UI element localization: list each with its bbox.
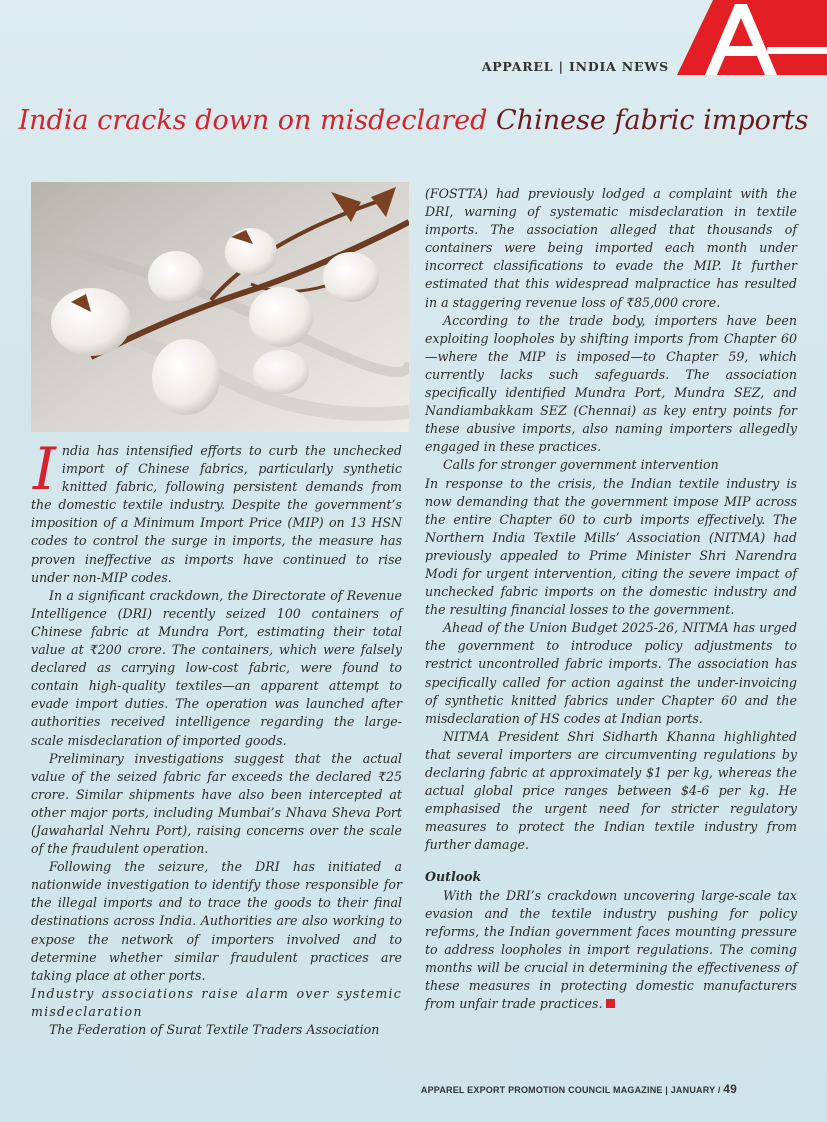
paragraph: In response to the crisis, the Indian textile industry is now demanding that the government impose MIP across the entire Chapter 60 to curb imports effectively. The Northern India Textile Mills’ Association (NITMA) had previously appealed to Prime Minister Shri Narendra Modi for urgent intervention, citing the severe impact of unchecked fabric imports on the domestic industry and the resulting financial losses to the government. (425, 475, 797, 618)
paragraph: The Federation of Surat Textile Traders Association (49, 1022, 380, 1037)
subheading-government: Calls for stronger government intervention (443, 457, 719, 473)
page-number: 49 (723, 1082, 737, 1096)
outlook-text: With the DRI’s crackdown uncovering large-scale tax evasion and the textile industry pushing for policy reforms, the Indian government faces mounting pressure to address loopholes in import regulations. The coming months will be crucial in determining the effectiveness of these measures in protecting domestic manufacturers from unfair trade practices. (425, 887, 797, 1012)
cotton-photo (31, 182, 409, 432)
page-footer (421, 1082, 737, 1096)
outlook-heading: Outlook (425, 869, 482, 885)
article-column-left (31, 435, 402, 1039)
intro-text: ndia has intensified efforts to curb the unchecked import of Chinese fabrics, particularly synthetic knitted fabric, following persistent demands from the domestic textile industry. Despite the government’s imposition of a Minimum Import Price (MIP) on 13 HSN codes to control the surge in imports, the measure has proven ineffective as imports have continued to rise under non-MIP codes. (31, 443, 402, 585)
paragraph: (FOSTTA) had previously lodged a complaint with the DRI, warning of systematic misdeclaration in textile imports. The association alleged that thousands of containers were being imported each month under incorrect classifications to evade the MIP. It further estimated that this widespread malpractice has resulted in a staggering revenue loss of ₹85,000 crore. (425, 186, 797, 310)
paragraph: In a significant crackdown, the Directorate of Revenue Intelligence (DRI) recently seized 100 containers of Chinese fabric at Mundra Port, estimating their total value at ₹200 crore. The containers, which were falsely declared as carrying low-cost fabric, were found to contain high-quality textiles—an apparent attempt to evade import duties. The operation was launched after authorities received intelligence regarding the large-scale misdeclaration of imported goods. (31, 587, 402, 748)
drop-cap: I (33, 435, 56, 503)
paragraph: Following the seizure, the DRI has initiated a nationwide investigation to identify those responsible for the illegal imports and to trace the goods to their final destinations across India. Authorities are also working to expose the network of importers involved and to determine whether similar fraudulent practices are taking place at other ports. (31, 859, 402, 983)
paragraph: Preliminary investigations suggest that the actual value of the seized fabric far exceeds the declared ₹25 crore. Similar shipments have also been intercepted at other major ports, including Mumbai’s Nhava Sheva Port (Jawaharlal Nehru Port), raising concerns over the scale of the fraudulent operation. (31, 750, 402, 857)
outlook-paragraph (425, 887, 797, 1014)
article-title (0, 105, 827, 136)
paragraph: NITMA President Shri Sidharth Khanna highlighted that several importers are circumventing regulations by declaring fabric at approximately $1 per kg, whereas the actual global price ranges between $4-6 per kg. He emphasised the urgent need for stricter regulatory measures to protect the Indian textile industry from further damage. (425, 728, 797, 853)
paragraph: According to the trade body, importers have been exploiting loopholes by shifting imports from Chapter 60—where the MIP is imposed—to Chapter 59, which currently lacks such safeguards. The association specifically identified Mundra Port, Mundra SEZ, and Nandiambakkam SEZ (Chennai) as key entry points for these abusive imports, also naming importers allegedly engaged in these practices. (425, 312, 797, 455)
footer-text: APPAREL EXPORT PROMOTION COUNCIL MAGAZINE | JANUARY / (420, 1085, 721, 1095)
subheading-industry: Industry associations raise alarm over systemic misdeclaration (31, 985, 402, 1019)
paragraph: Ahead of the Union Budget 2025-26, NITMA has urged the government to introduce policy adjustments to restrict uncontrolled fabric imports. The association has specifically called for action against the under-invoicing of synthetic knitted fabrics under Chapter 60 and the misdeclaration of HS codes at Indian ports. (425, 620, 797, 726)
magazine-a-logo (677, 0, 827, 75)
intro-paragraph (31, 435, 402, 587)
end-of-article-icon (606, 999, 615, 1008)
section-label: APPAREL | INDIA NEWS (481, 59, 669, 74)
title-part-1: India cracks down on misdeclared (18, 105, 488, 136)
title-part-2: Chinese fabric imports (496, 105, 809, 136)
article-column-right (425, 185, 797, 1013)
